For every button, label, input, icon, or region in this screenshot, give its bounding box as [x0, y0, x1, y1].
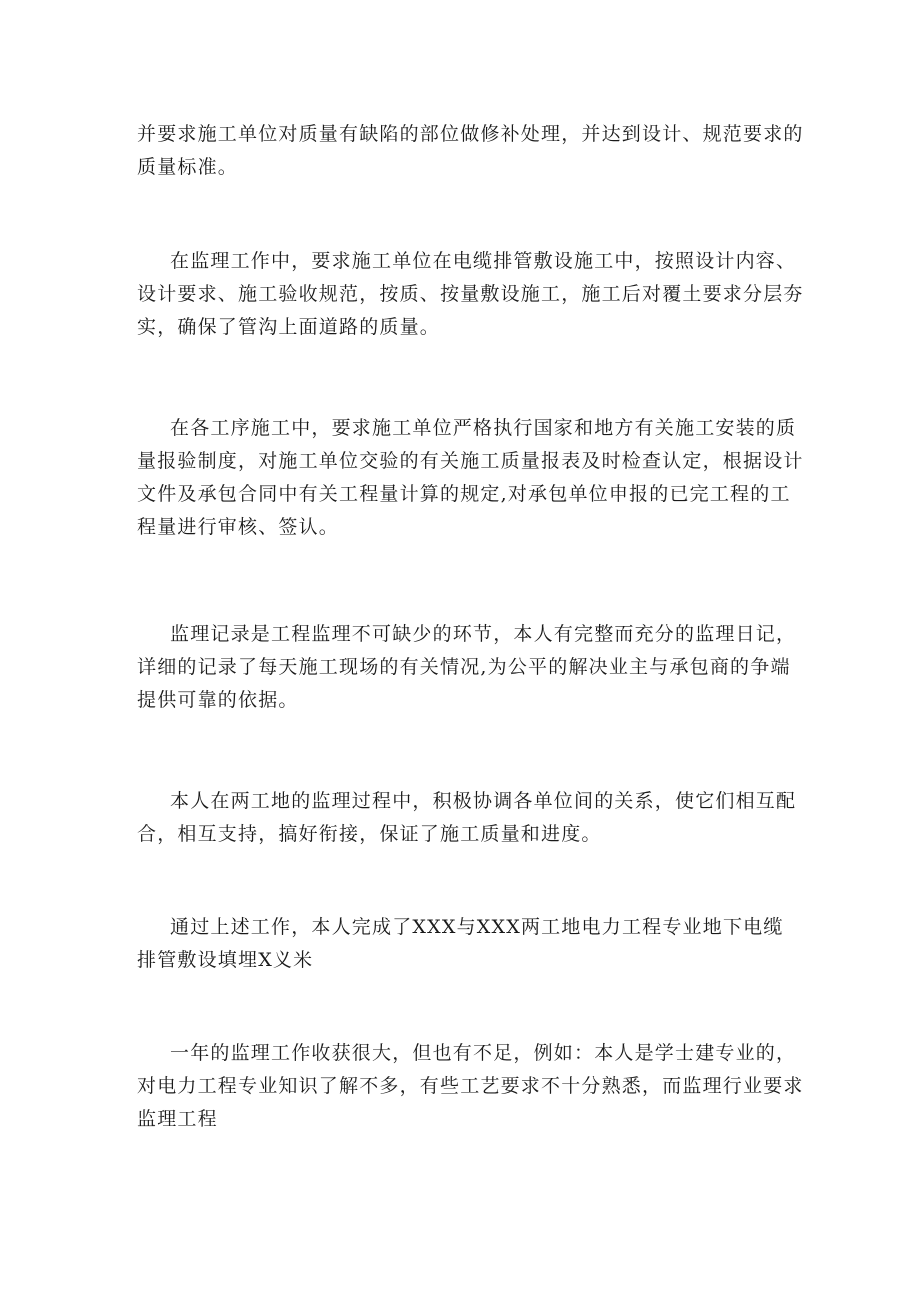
paragraph-line: 通过上述工作，本人完成了XXX与XXX两工地电力工程专业地下电缆	[170, 916, 784, 938]
paragraph-line: 排管敷设填埋X义米	[137, 949, 314, 971]
paragraph-line: 对电力工程专业知识了解不多，有些工艺要求不十分熟悉，而监理行业要求	[137, 1075, 804, 1097]
paragraph-1	[137, 118, 804, 184]
paragraph-7	[137, 1037, 804, 1136]
paragraph-6	[137, 911, 797, 977]
paragraph-line: 一年的监理工作收获很大，但也有不足，例如：本人是学士建专业的，	[170, 1042, 797, 1064]
paragraph-3	[137, 412, 804, 544]
paragraph-line: 质量标准。	[137, 156, 239, 178]
paragraph-line: 设计要求、施工验收规范，按质、按量敷设施工，施工后对覆土要求分层夯	[137, 283, 804, 305]
paragraph-line: 监理工程	[137, 1108, 218, 1130]
paragraph-line: 监理记录是工程监理不可缺少的环节，本人有完整而充分的监理日记，	[170, 623, 797, 645]
paragraph-line: 本人在两工地的监理过程中，积极协调各单位间的关系，使它们相互配	[170, 790, 797, 812]
paragraph-2	[137, 245, 804, 344]
paragraph-line: 在各工序施工中，要求施工单位严格执行国家和地方有关施工安装的质	[170, 417, 797, 439]
paragraph-5	[137, 785, 797, 851]
paragraph-line: 详细的记录了每天施工现场的有关情况,为公平的解决业主与承包商的争端	[137, 656, 791, 678]
paragraph-line: 量报验制度，对施工单位交验的有关施工质量报表及时检查认定，根据设计	[137, 450, 804, 472]
paragraph-line: 并要求施工单位对质量有缺陷的部位做修补处理，并达到设计、规范要求的	[137, 123, 804, 145]
paragraph-line: 程量进行审核、签认。	[137, 516, 340, 538]
paragraph-line: 在监理工作中，要求施工单位在电缆排管敷设施工中，按照设计内容、	[170, 250, 797, 272]
paragraph-line: 合，相互支持，搞好衔接，保证了施工质量和进度。	[137, 823, 602, 845]
paragraph-line: 实，确保了管沟上面道路的质量。	[137, 316, 441, 338]
paragraph-4	[137, 618, 797, 717]
paragraph-line: 文件及承包合同中有关工程量计算的规定,对承包单位申报的已完工程的工	[137, 483, 791, 505]
paragraph-line: 提供可靠的依据。	[137, 689, 299, 711]
